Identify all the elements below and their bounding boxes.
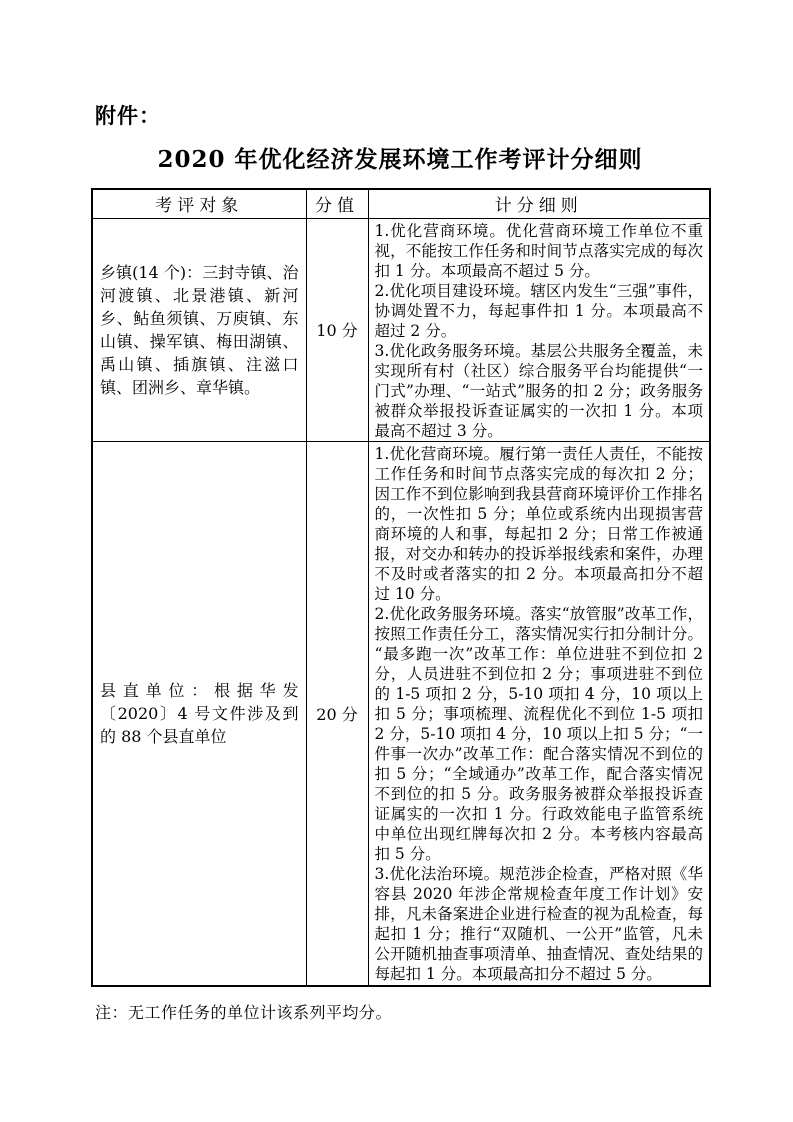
rule-item-2: 2.优化政务服务环境。落实“放管服”改革工作，按照工作责任分工，落实情况实行扣分制计分。“最多跑一次”改革工作：单位进驻不到位扣 2 分，人员进驻不到位扣 2 分；事项进驻不到位的 1-5 项扣 2 分，5-10 项扣 4 分，10 项以上扣 5 分；事项梳理、流程优化不到位 1-5 项扣 2 分，5-10 项扣 4 分，10 项以上扣 5 分；“一件事一次办”改革工作：配合落实情况不到位的扣 5 分；“全域通办”改革工作，配合落实情况不到位的扣 5 分。政务服务被群众举报投诉查证属实的一次扣 1 分。行政效能电子监管系统中单位出现红牌每次扣 2 分。本考核内容最高扣 5 分。 <box>374 604 703 863</box>
county-units-target-cell: 县直单位：根据华发〔2020〕4 号文件涉及到的 88 个县直单位 <box>92 441 306 986</box>
rule-item-1: 1.优化营商环境。优化营商环境工作单位不重视，不能按工作任务和时间节点落实完成的每次扣 1 分。本项最高不超过 5 分。 <box>374 221 703 280</box>
rule-item-2: 2.优化项目建设环境。辖区内发生“三强”事件，协调处置不力，每起事件扣 1 分。本项最高不超过 2 分。 <box>374 281 703 340</box>
townships-rules-cell <box>368 218 710 441</box>
table-header-row <box>92 189 710 218</box>
header-cell-rules: 计分细则 <box>368 189 710 218</box>
county-units-score-cell: 20 分 <box>306 441 368 986</box>
header-cell-target: 考评对象 <box>92 189 306 218</box>
townships-score-cell: 10 分 <box>306 218 368 441</box>
table-row-townships <box>92 218 710 441</box>
rule-item-1: 1.优化营商环境。履行第一责任人责任，不能按工作任务和时间节点落实完成的每次扣 2 分；因工作不到位影响到我县营商环境评价工作排名的，一次性扣 5 分；单位或系统内出现损害营商环境的人和事，每起扣 2 分；日常工作被通报，对交办和转办的投诉举报线索和案件，办理不及时或者落实的扣 2 分。本项最高扣分不超过 10 分。 <box>374 444 703 603</box>
rule-item-3: 3.优化政务服务环境。基层公共服务全覆盖，未实现所有村（社区）综合服务平台均能提供“一门式”办理、“一站式”服务的扣 2 分；政务服务被群众举报投诉查证属实的一次扣 1 分。本项最高不超过 3 分。 <box>374 341 703 440</box>
table-row-county-units <box>92 441 710 986</box>
county-units-rules-cell <box>368 441 710 986</box>
rule-item-3: 3.优化法治环境。规范涉企检查，严格对照《华容县 2020 年涉企常规检查年度工作计划》安排，凡未备案进企业进行检查的视为乱检查，每起扣 1 分；推行“双随机、一公开”监管，凡未公开随机抽查事项清单、抽查情况、查处结果的每起扣 1 分。本项最高扣分不超过 5 分。 <box>374 864 703 983</box>
header-cell-score: 分值 <box>306 189 368 218</box>
page-title: 2020 年优化经济发展环境工作考评计分细则 <box>157 146 643 173</box>
footnote: 注：无工作任务的单位计该系列平均分。 <box>95 1003 393 1022</box>
townships-target-cell: 乡镇(14 个)：三封寺镇、治河渡镇、北景港镇、新河乡、鲇鱼须镇、万庾镇、东山镇、操军镇、梅田湖镇、禹山镇、插旗镇、注滋口镇、团洲乡、章华镇。 <box>92 218 306 441</box>
attachment-label: 附件： <box>95 103 161 128</box>
scoring-table <box>91 188 711 987</box>
